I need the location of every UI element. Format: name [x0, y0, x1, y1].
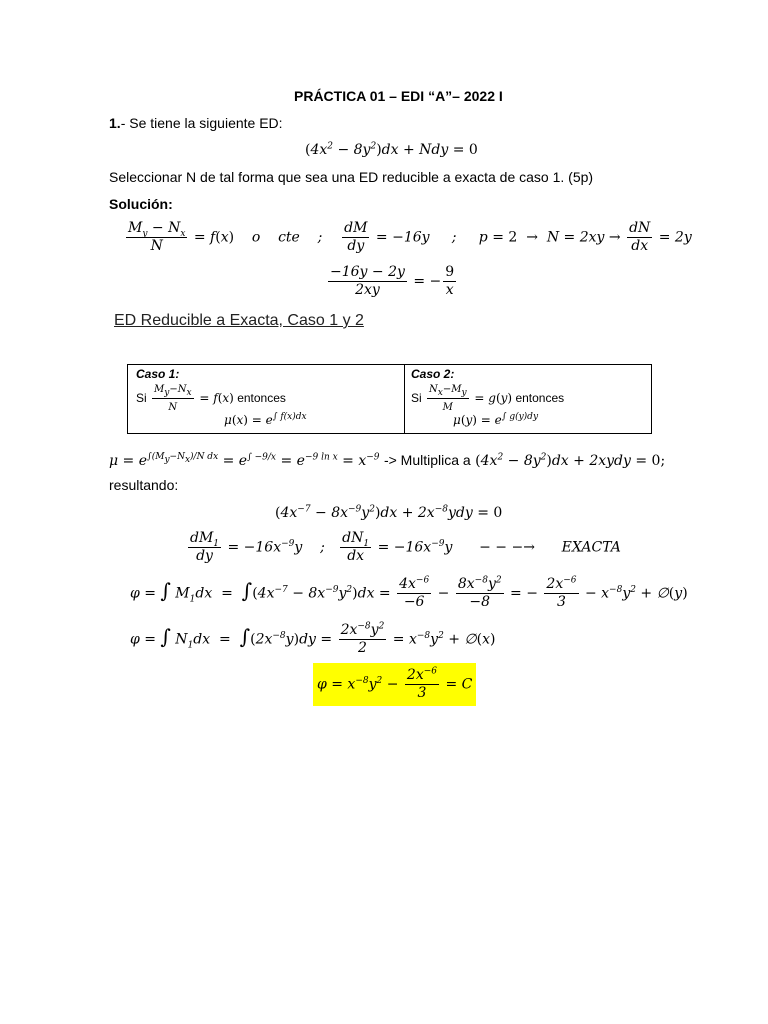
problem-intro [109, 115, 283, 131]
solution-label: Solución: [109, 196, 173, 212]
section-heading: ED Reducible a Exacta, Caso 1 y 2 [114, 312, 364, 329]
case2-title: Caso 2: [411, 367, 455, 381]
case1-formula: Si $\frac{M_y-N_x}{N}$ = f(x) entonces [136, 381, 286, 416]
exacta-label: EXACTA [561, 539, 621, 556]
solution-ratio-line: $\frac{-16y - 2y}{2xy}$ = − $\frac{9}{x}$ [330, 264, 455, 298]
page-title: PRÁCTICA 01 – EDI “A”– 2022 I [294, 88, 503, 104]
cases-table [127, 364, 652, 434]
phi-integral-m-line: φ = ∫ $M_1dx = \int(4x^{-7} - 8x^{-9}y^2)dx$ = $\frac{4x^{-6}}{-6}$ − $\frac{8x^{-8}y^2}{-8}$ = − $\frac{2x^{-6}}{3}$ − $x^{-8}y^2$ + ∅(y) [130, 575, 688, 610]
multiplica-text: -> Multiplica a [383, 452, 471, 468]
final-solution-highlight: $\varphi = x^{-8}y^2$ − $\frac{2x^{-6}}{3}$ = C [313, 663, 476, 706]
problem-intro-text: - Se tiene la siguiente ED: [120, 115, 283, 131]
case2-cell [405, 365, 651, 433]
case1-title: Caso 1: [136, 367, 180, 381]
case1-mu: $\mu(x) = e^{\int f(x)dx}$ [224, 412, 307, 427]
integrating-factor-line: $\mu = e^{\int(M_y-N_x)/N dx} = e^{\int -9/x} = e^{-9 ln x} = x^{-9}$ -> Multiplica a $(4x^2 - 8y^2)dx$ + 2xydy = 0; [109, 452, 666, 469]
exact-equation: $(4x^{-7} - 8x^{-9}y^2)dx + 2x^{-8}ydy = 0$ [275, 504, 503, 521]
problem-number: 1. [109, 115, 121, 131]
resultando-text: resultando: [109, 477, 179, 493]
exactness-check-line: $\frac{dM_1}{dy}$ = $-16x^{-9}y$ ; $\frac{dN_1}{dx}$ = $-16x^{-9}y$ − − −→ EXACTA [190, 530, 621, 564]
case2-formula: Si $\frac{N_x-M_y}{M}$ = g(y) entonces [411, 381, 564, 416]
solution-condition-line: $\frac{M_y - N_x}{N}$ = f(x) o cte ; $\frac{dM}{dy}$ = −16y ; p = 2 → N = 2xy → $\frac{dN}{dx}$ = 2y [128, 220, 692, 254]
problem-instruction: Seleccionar N de tal forma que sea una ED reducible a exacta de caso 1. (5p) [109, 169, 594, 185]
equation-ode: $(4x^2 - 8y^2)dx$ + Ndy = 0 [305, 141, 478, 158]
case1-cell [128, 365, 405, 433]
case2-mu: $\mu(y) = e^{\int g(y)dy}$ [453, 412, 539, 427]
phi-integral-n-line: φ = ∫ $N_1dx = \int(2x^{-8}y)dy$ = $\frac{2x^{-8}y^2}{2}$ = $x^{-8}y^2$ + ∅(x) [130, 621, 496, 656]
